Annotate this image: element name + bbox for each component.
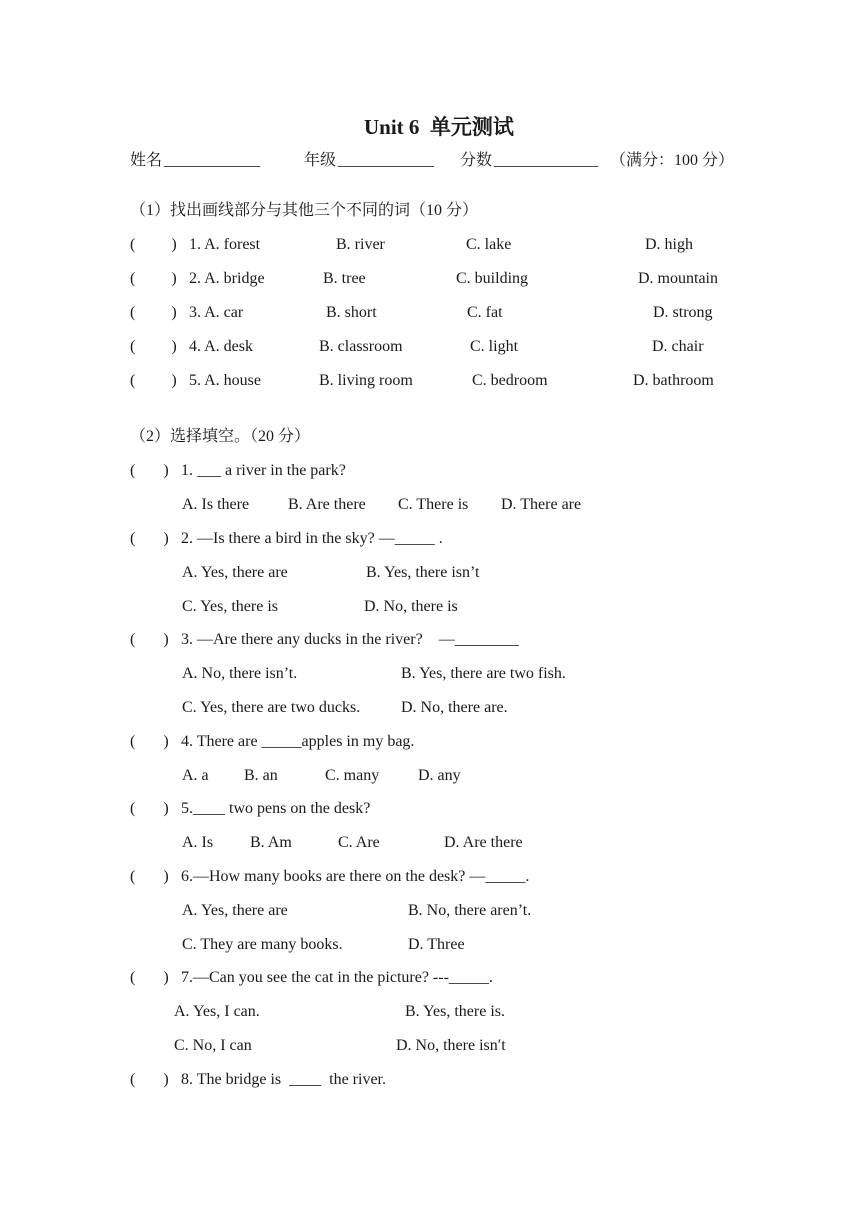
question-stem: 4. There are _____apples in my bag.	[181, 733, 415, 750]
option-d: D. Are there	[444, 834, 523, 851]
option-b: B. Yes, there are two fish.	[401, 665, 566, 682]
option-c: C. Yes, there are two ducks.	[182, 699, 361, 716]
option-b: B. Yes, there is.	[405, 1003, 506, 1020]
answer-bracket[interactable]: ( )	[130, 800, 169, 817]
option-d: D. No, there is	[364, 598, 458, 615]
score-label: 分数	[460, 152, 493, 169]
option-b: B. Am	[250, 834, 292, 851]
answer-bracket[interactable]: ( )	[130, 338, 177, 355]
option-d: D. high	[645, 236, 693, 253]
option-b: B. tree	[323, 270, 366, 287]
page-title: Unit 6 单元测试	[364, 115, 514, 139]
answer-bracket[interactable]: ( )	[130, 304, 177, 321]
option-c: C. light	[470, 338, 519, 355]
answer-bracket[interactable]: ( )	[130, 530, 169, 547]
option-a: 3. A. car	[189, 304, 244, 321]
option-a: A. No, there isn’t.	[182, 665, 298, 682]
option-a: A. a	[182, 767, 209, 784]
question-stem: 3. —Are there any ducks in the river? —________	[181, 631, 519, 648]
option-b: B. an	[244, 767, 278, 784]
option-b: B. short	[326, 304, 377, 321]
answer-bracket[interactable]: ( )	[130, 462, 169, 479]
option-d: D. bathroom	[633, 372, 714, 389]
option-a: 5. A. house	[189, 372, 261, 389]
option-b: B. Yes, there isn’t	[366, 564, 480, 581]
option-a: 1. A. forest	[189, 236, 261, 253]
answer-bracket[interactable]: ( )	[130, 969, 169, 986]
option-c: C. They are many books.	[182, 936, 343, 953]
answer-bracket[interactable]: ( )	[130, 631, 169, 648]
question-stem: 2. —Is there a bird in the sky? —_____ .	[181, 530, 443, 547]
score-blank: _____________	[494, 152, 598, 169]
name-blank: ____________	[164, 152, 260, 169]
full-score: （满分：100 分）	[610, 152, 735, 169]
option-d: D. Three	[408, 936, 465, 953]
answer-bracket[interactable]: ( )	[130, 372, 177, 389]
question-stem: 1. ___ a river in the park?	[181, 462, 346, 479]
option-a: A. Yes, there are	[182, 564, 288, 581]
option-d: D. chair	[652, 338, 704, 355]
option-c: C. No, I can	[174, 1037, 252, 1054]
grade-blank: ____________	[338, 152, 434, 169]
answer-bracket[interactable]: ( )	[130, 733, 169, 750]
option-d: D. any	[418, 767, 461, 784]
option-d: D. strong	[653, 304, 713, 321]
question-stem: 5.____ two pens on the desk?	[181, 800, 371, 817]
option-c: C. building	[456, 270, 529, 287]
option-c: C. There is	[398, 496, 469, 513]
question-stem: 8. The bridge is ____ the river.	[181, 1071, 386, 1088]
grade-label: 年级	[304, 152, 337, 169]
option-a: A. Yes, I can.	[174, 1003, 260, 1020]
section2-heading: （2）选择填空。（20 分）	[130, 428, 311, 445]
option-c: C. Yes, there is	[182, 598, 279, 615]
name-label: 姓名	[130, 152, 163, 169]
option-b: B. Are there	[288, 496, 366, 513]
option-c: C. Are	[338, 834, 380, 851]
option-a: A. Is there	[182, 496, 250, 513]
option-b: B. river	[336, 236, 385, 253]
option-c: C. bedroom	[472, 372, 548, 389]
option-b: B. No, there aren’t.	[408, 902, 532, 919]
question-stem: 7.—Can you see the cat in the picture? ---_____.	[181, 969, 493, 986]
option-a: 4. A. desk	[189, 338, 253, 355]
option-d: D. No, there isn′t	[396, 1037, 506, 1054]
option-d: D. No, there are.	[401, 699, 508, 716]
question-stem: 6.—How many books are there on the desk? —_____.	[181, 868, 530, 885]
option-c: C. lake	[466, 236, 512, 253]
option-c: C. fat	[467, 304, 503, 321]
option-c: C. many	[325, 767, 380, 784]
option-d: D. mountain	[638, 270, 718, 287]
option-a: A. Yes, there are	[182, 902, 288, 919]
answer-bracket[interactable]: ( )	[130, 868, 169, 885]
option-a: A. Is	[182, 834, 214, 851]
option-a: 2. A. bridge	[189, 270, 265, 287]
answer-bracket[interactable]: ( )	[130, 270, 177, 287]
answer-bracket[interactable]: ( )	[130, 236, 177, 253]
answer-bracket[interactable]: ( )	[130, 1071, 169, 1088]
option-d: D. There are	[501, 496, 582, 513]
section1-heading: （1）找出画线部分与其他三个不同的词（10 分）	[130, 202, 479, 219]
option-b: B. living room	[319, 372, 413, 389]
option-b: B. classroom	[319, 338, 403, 355]
